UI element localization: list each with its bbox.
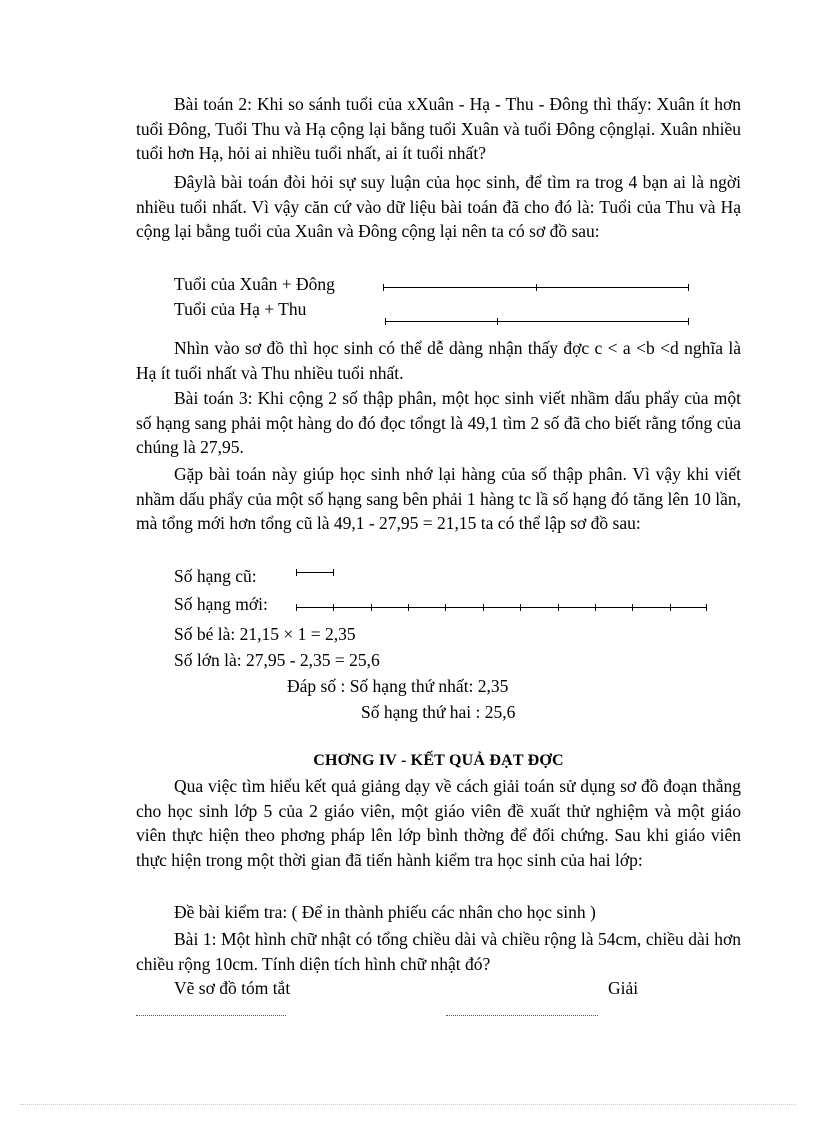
diagram-label-xuan-dong: Tuổi của Xuân + Đông — [174, 274, 335, 294]
segment-new-term-tick — [445, 604, 446, 611]
solution-column-label: Giải — [608, 978, 639, 998]
segment-new-term-tick — [670, 604, 671, 611]
old-term-label: Số hạng cũ: — [174, 566, 257, 586]
segment-new-term-tick — [333, 604, 334, 611]
segment-new-term-tick — [632, 604, 633, 611]
page-bottom-border — [20, 1104, 796, 1105]
problem-2-explanation: Đâylà bài toán đòi hỏi sự suy luận của học sinh, để tìm ra trog 4 bạn ai là ngời nhiều tuổi nhất. Vì vậy căn cứ vào dữ liệu bài toán đã cho đó là: Tuổi của Thu và Hạ cộng lại bằng tuổi của Xuân và Đông cộng lại nên ta có sơ đồ sau: — [136, 172, 741, 241]
large-number-calc: Số lớn là: 27,95 - 2,35 = 25,6 — [174, 650, 380, 670]
solution-answer-dotted-line — [446, 1015, 598, 1016]
segment-new-term-tick — [296, 604, 297, 611]
segment-new-term-tick — [595, 604, 596, 611]
segment-new-term-tick — [371, 604, 372, 611]
segment-new-term-tick — [706, 604, 707, 611]
answer-line-1: Đáp số : Số hạng thứ nhất: 2,35 — [287, 676, 509, 696]
chapter-heading: CHƠNG IV - KẾT QUẢ ĐẠT ĐỢC — [313, 752, 564, 769]
problem-2-statement: Bài toán 2: Khi so sánh tuổi của xXuân - Hạ - Thu - Đông thì thấy: Xuân ít hơn tuổi Đông, Tuổi Thu và Hạ cộng lại bằng tuổi Xuân và tuổi Đông cộnglại. Xuân nhiều tuổi hơn Hạ, hỏi ai nhiều tuổi nhất, ai ít tuổi nhất? — [136, 94, 741, 163]
diagram-answer-dotted-line — [136, 1015, 286, 1016]
problem-3-statement: Bài toán 3: Khi cộng 2 số thập phân, một học sinh viết nhầm dấu phẩy của một số hạng sang phải một hàng do đó đọc tổngt là 49,1 tìm 2 số đã cho biết rằng tổng của chúng là 27,95. — [136, 388, 741, 457]
problem-3-explanation: Gặp bài toán này giúp học sinh nhớ lại hàng của số thập phân. Vì vậy khi viết nhầm dấu phẩy của một số hạng sang bên phải 1 hàng tc lầ số hạng đó tăng lên 10 lần, mà tổng mới hơn tổng cũ là 49,1 - 27,95 = 21,15 ta có thể lập sơ đồ sau: — [136, 464, 741, 533]
segment-new-term-tick — [408, 604, 409, 611]
small-number-calc: Số bé là: 21,15 × 1 = 2,35 — [174, 624, 356, 644]
new-term-label: Số hạng mới: — [174, 594, 268, 614]
segment-new-term-tick — [558, 604, 559, 611]
diagram-column-label: Vẽ sơ đồ tóm tắt — [174, 978, 291, 998]
problem-2-conclusion: Nhìn vào sơ đồ thì học sinh có thể dễ dàng nhận thấy đợc c < a <b <d nghĩa là Hạ ít tuổi nhất và Thu nhiều tuổi nhất. — [136, 338, 741, 383]
segment-new-term — [296, 603, 707, 613]
segment-new-term-tick — [483, 604, 484, 611]
diagram-label-ha-thu: Tuổi của Hạ + Thu — [174, 299, 307, 319]
segment-ha-thu — [385, 317, 689, 327]
segment-xuan-dong — [383, 283, 689, 293]
exercise-1: Bài 1: Một hình chữ nhật có tổng chiều dài và chiều rộng là 54cm, chiều dài hơn chiều rộng 10cm. Tính diện tích hình chữ nhật đó? — [136, 929, 741, 974]
segment-old-term — [296, 568, 334, 578]
answer-line-2: Số hạng thứ hai : 25,6 — [361, 702, 516, 722]
test-heading: Đề bài kiểm tra: ( Để in thành phiếu các nhân cho học sinh ) — [174, 902, 596, 922]
segment-new-term-tick — [520, 604, 521, 611]
chapter-intro-paragraph: Qua việc tìm hiểu kết quả giảng dạy về cách giải toán sử dụng sơ đồ đoạn thẳng cho học sinh lớp 5 của 2 giáo viên, một giáo viên đề xuất thử nghiệm và một giáo viên thực hiện theo phơng pháp lên lớp bình thờng để đối chứng. Sau khi giáo viên thực hiện trong một thời gian đã tiến hành kiểm tra học sinh của hai lớp: — [136, 776, 741, 870]
